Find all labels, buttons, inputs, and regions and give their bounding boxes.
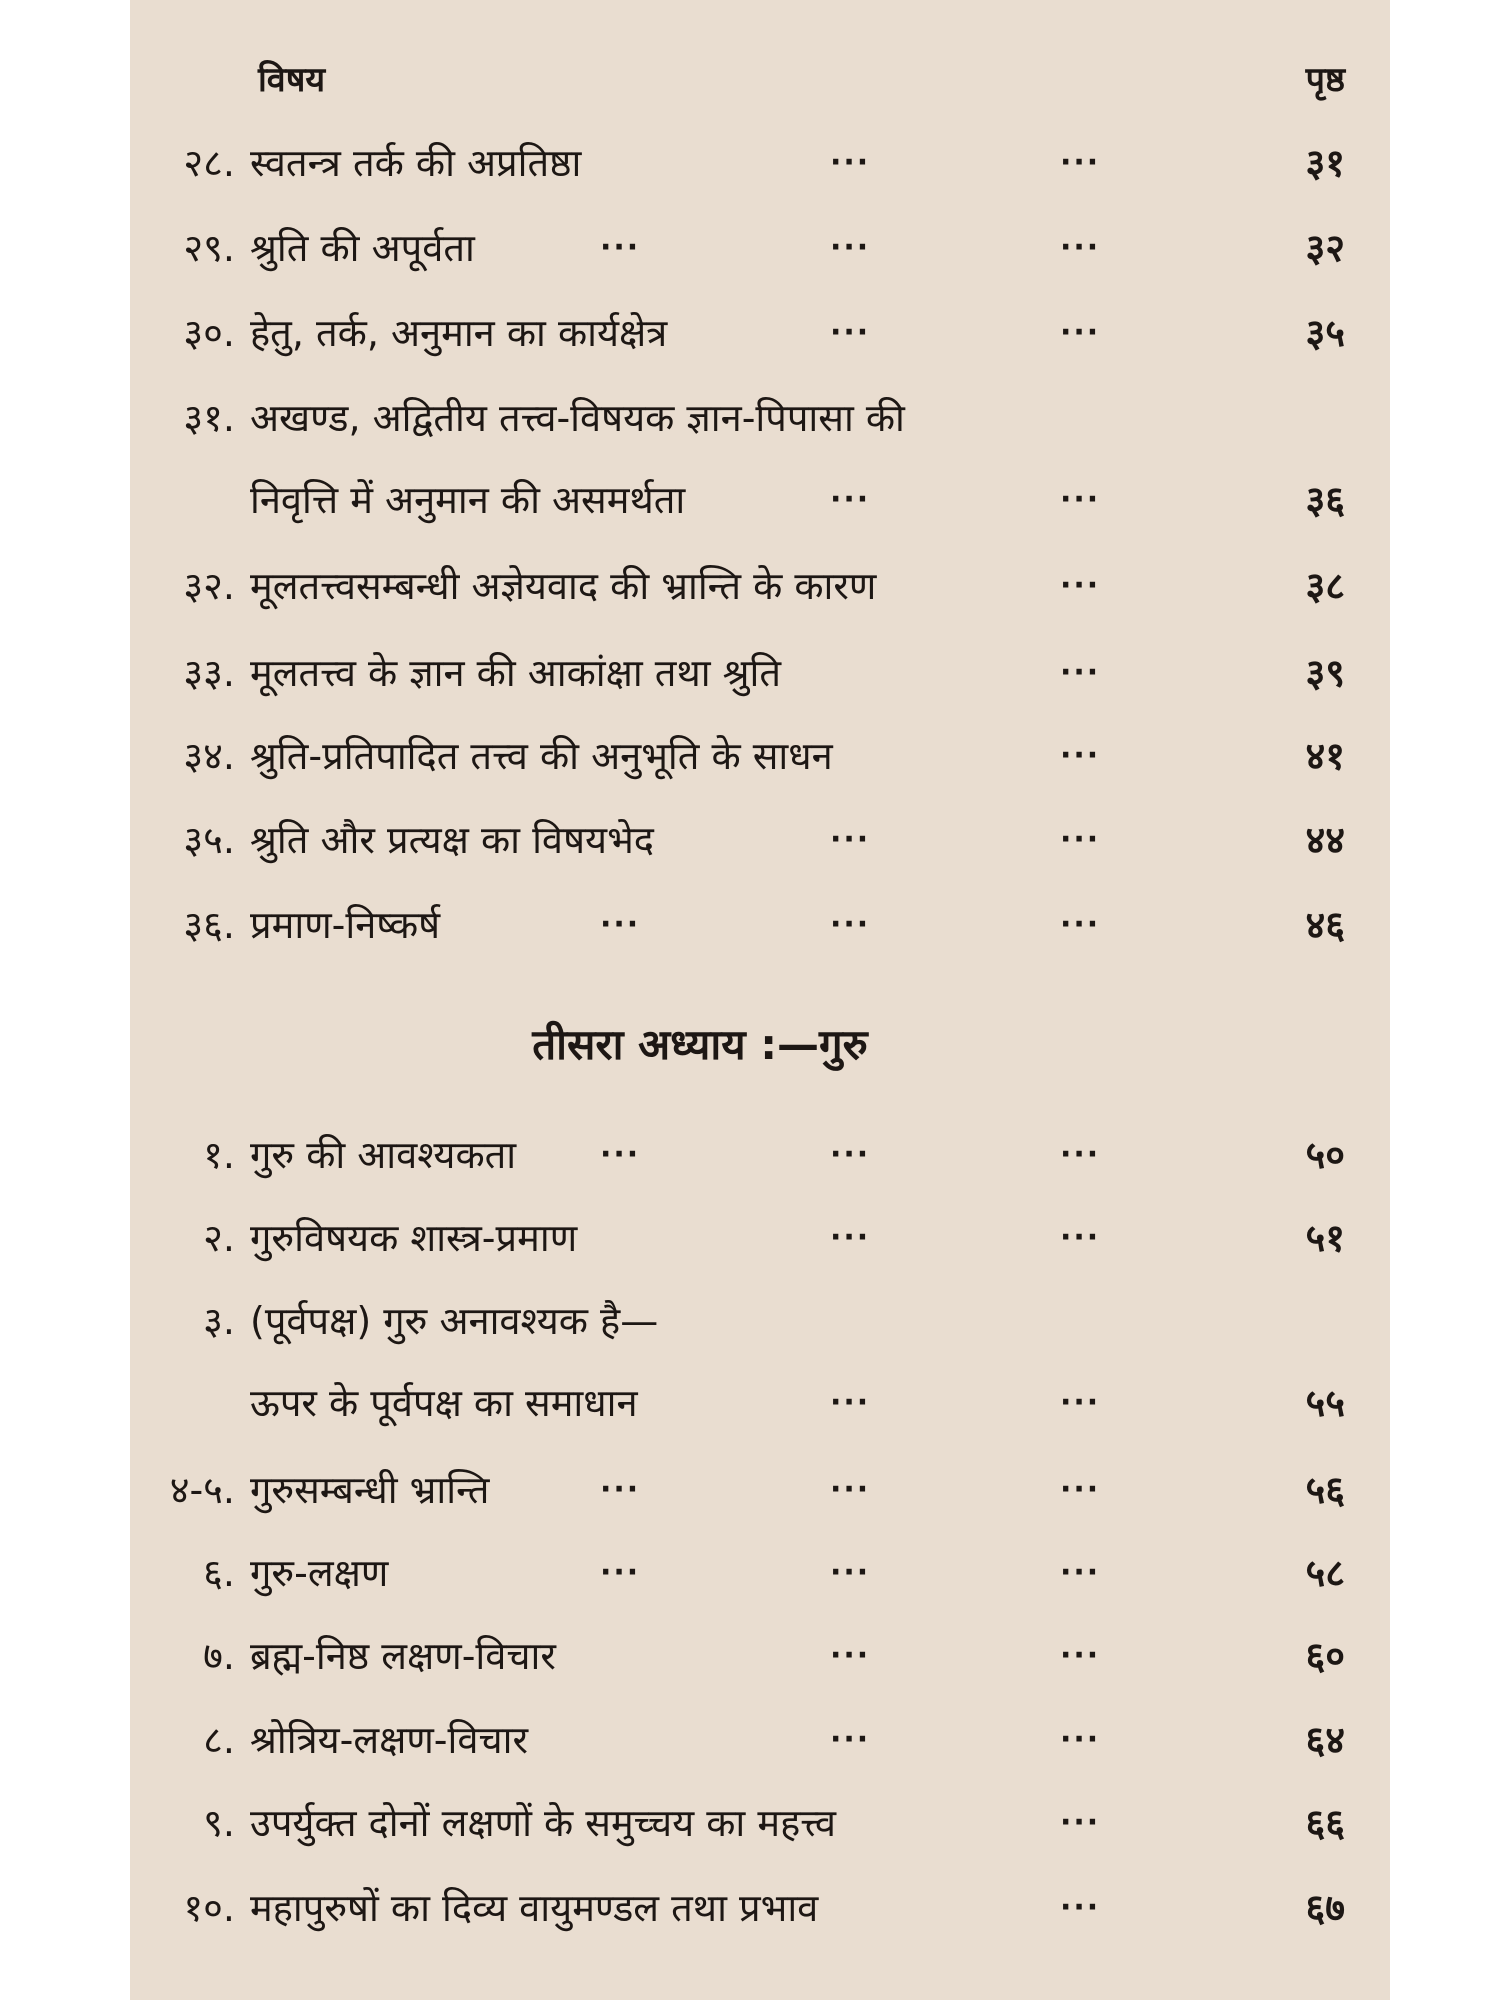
- entry-title: स्वतन्त्र तर्क की अप्रतिष्ठा: [250, 141, 582, 185]
- toc-entry: [130, 1712, 1390, 1768]
- page-column-heading: पृष्ठ: [1305, 60, 1345, 100]
- leader-dots: ···: [830, 482, 871, 517]
- entry-title-continued: निवृत्ति में अनुमान की असमर्थता: [250, 478, 686, 522]
- leader-dots: ···: [1060, 822, 1101, 857]
- entry-title: मूलतत्त्व के ज्ञान की आकांक्षा तथा श्रुति: [250, 651, 782, 695]
- leader-dots: ···: [600, 1472, 641, 1507]
- entry-title: (पूर्वपक्ष) गुरु अनावश्यक है—: [250, 1299, 659, 1343]
- entry-number: २.: [203, 1216, 235, 1260]
- entry-title: महापुरुषों का दिव्य वायुमण्डल तथा प्रभाव: [250, 1886, 819, 1930]
- toc-entry: [130, 305, 1390, 361]
- chapter-heading: तीसरा अध्याय :—गुरु: [532, 1020, 868, 1069]
- entry-page-number: ५१: [1305, 1216, 1345, 1260]
- toc-entry: [130, 1210, 1390, 1266]
- entry-page-number: ४४: [1305, 818, 1345, 862]
- entry-number: ३२.: [183, 564, 235, 608]
- entry-page-number: ३८: [1305, 564, 1345, 608]
- leader-dots: ···: [830, 145, 871, 180]
- leader-dots: ···: [1060, 1220, 1101, 1255]
- leader-dots: ···: [1060, 1555, 1101, 1590]
- leader-dots: ···: [830, 1722, 871, 1757]
- entry-page-number: ३२: [1305, 226, 1345, 270]
- leader-dots: ···: [600, 1555, 641, 1590]
- leader-dots: ···: [1060, 1472, 1101, 1507]
- subject-column-heading: विषय: [258, 60, 326, 100]
- entry-number: ४-५.: [169, 1468, 235, 1512]
- entry-page-number: ४६: [1305, 903, 1345, 947]
- leader-dots: ···: [1060, 1722, 1101, 1757]
- entry-number: १०.: [183, 1886, 235, 1930]
- leader-dots: ···: [1060, 907, 1101, 942]
- leader-dots: ···: [1060, 1805, 1101, 1840]
- entry-page-number: ५८: [1305, 1551, 1345, 1595]
- leader-dots: ···: [830, 1472, 871, 1507]
- leader-dots: ···: [830, 822, 871, 857]
- entry-number: २८.: [183, 141, 235, 185]
- entry-number: २९.: [183, 226, 235, 270]
- entry-title: प्रमाण-निष्कर्ष: [250, 903, 441, 947]
- leader-dots: ···: [600, 1137, 641, 1172]
- entry-title: उपर्युक्त दोनों लक्षणों के समुच्चय का महत्त्व: [250, 1801, 837, 1845]
- entry-page-number: ६०: [1305, 1634, 1345, 1678]
- entry-number: ३६.: [183, 903, 235, 947]
- entry-number: ३१.: [183, 396, 235, 440]
- entry-page-number: ३९: [1305, 651, 1345, 695]
- entry-page-number: ३१: [1305, 141, 1345, 185]
- entry-number: १.: [203, 1133, 235, 1177]
- leader-dots: ···: [830, 315, 871, 350]
- leader-dots: ···: [1060, 1137, 1101, 1172]
- entry-page-number: ३६: [1305, 478, 1345, 522]
- entry-title: हेतु, तर्क, अनुमान का कार्यक्षेत्र: [250, 311, 668, 355]
- entry-page-number: ६६: [1305, 1801, 1345, 1845]
- toc-entry: [130, 728, 1390, 784]
- leader-dots: ···: [1060, 568, 1101, 603]
- leader-dots: ···: [1060, 1638, 1101, 1673]
- toc-entry: [130, 1880, 1390, 1936]
- leader-dots: ···: [830, 1638, 871, 1673]
- entry-title: गुरुविषयक शास्त्र-प्रमाण: [250, 1216, 578, 1260]
- toc-entry: [130, 812, 1390, 868]
- entry-title: श्रुति-प्रतिपादित तत्त्व की अनुभूति के साधन: [250, 734, 833, 778]
- toc-entry: [130, 1293, 1390, 1349]
- entry-page-number: ५६: [1305, 1468, 1345, 1512]
- entry-title: गुरुसम्बन्धी भ्रान्ति: [250, 1468, 490, 1512]
- entry-title: गुरु की आवश्यकता: [250, 1133, 517, 1177]
- leader-dots: ···: [830, 1555, 871, 1590]
- book-page: [130, 0, 1390, 2000]
- entry-number: ६.: [203, 1551, 235, 1595]
- entry-number: ३३.: [183, 651, 235, 695]
- entry-number: ३.: [203, 1299, 235, 1343]
- entry-page-number: ३५: [1305, 311, 1345, 355]
- leader-dots: ···: [1060, 1385, 1101, 1420]
- toc-entry: [130, 390, 1390, 446]
- entry-title-continued: ऊपर के पूर्वपक्ष का समाधान: [250, 1381, 638, 1425]
- toc-entry: [130, 1127, 1390, 1183]
- toc-entry: [130, 135, 1390, 191]
- toc-entry: [130, 220, 1390, 276]
- leader-dots: ···: [1060, 315, 1101, 350]
- entry-page-number: ६७: [1305, 1886, 1345, 1930]
- toc-entry: [130, 1545, 1390, 1601]
- entry-page-number: ५५: [1305, 1381, 1345, 1425]
- leader-dots: ···: [830, 1385, 871, 1420]
- leader-dots: ···: [1060, 482, 1101, 517]
- toc-entry: [130, 645, 1390, 701]
- entry-page-number: ५०: [1305, 1133, 1345, 1177]
- toc-entry: [130, 1462, 1390, 1518]
- entry-title: श्रोत्रिय-लक्षण-विचार: [250, 1718, 528, 1762]
- entry-page-number: ४१: [1305, 734, 1345, 778]
- leader-dots: ···: [1060, 145, 1101, 180]
- entry-number: ९.: [203, 1801, 235, 1845]
- leader-dots: ···: [1060, 655, 1101, 690]
- entry-title: गुरु-लक्षण: [250, 1551, 389, 1595]
- entry-title: ब्रह्म-निष्ठ लक्षण-विचार: [250, 1634, 556, 1678]
- leader-dots: ···: [830, 907, 871, 942]
- toc-header: [130, 55, 1390, 105]
- entry-number: ३०.: [183, 311, 235, 355]
- entry-title: श्रुति की अपूर्वता: [250, 226, 475, 270]
- leader-dots: ···: [1060, 230, 1101, 265]
- entry-number: ३४.: [183, 734, 235, 778]
- entry-number: ३५.: [183, 818, 235, 862]
- leader-dots: ···: [830, 1137, 871, 1172]
- leader-dots: ···: [600, 230, 641, 265]
- toc-entry: [130, 1795, 1390, 1851]
- leader-dots: ···: [830, 1220, 871, 1255]
- leader-dots: ···: [600, 907, 641, 942]
- toc-entry: [130, 897, 1390, 953]
- leader-dots: ···: [1060, 738, 1101, 773]
- entry-number: ७.: [203, 1634, 235, 1678]
- entry-title: श्रुति और प्रत्यक्ष का विषयभेद: [250, 818, 654, 862]
- entry-title: अखण्ड, अद्वितीय तत्त्व-विषयक ज्ञान-पिपासा की: [250, 396, 905, 440]
- entry-number: ८.: [203, 1718, 235, 1762]
- leader-dots: ···: [1060, 1890, 1101, 1925]
- entry-page-number: ६४: [1305, 1718, 1345, 1762]
- toc-entry: [130, 1375, 1390, 1431]
- entry-title: मूलतत्त्वसम्बन्धी अज्ञेयवाद की भ्रान्ति के कारण: [250, 564, 877, 608]
- toc-entry: [130, 472, 1390, 528]
- toc-entry: [130, 1628, 1390, 1684]
- toc-entry: [130, 558, 1390, 614]
- leader-dots: ···: [830, 230, 871, 265]
